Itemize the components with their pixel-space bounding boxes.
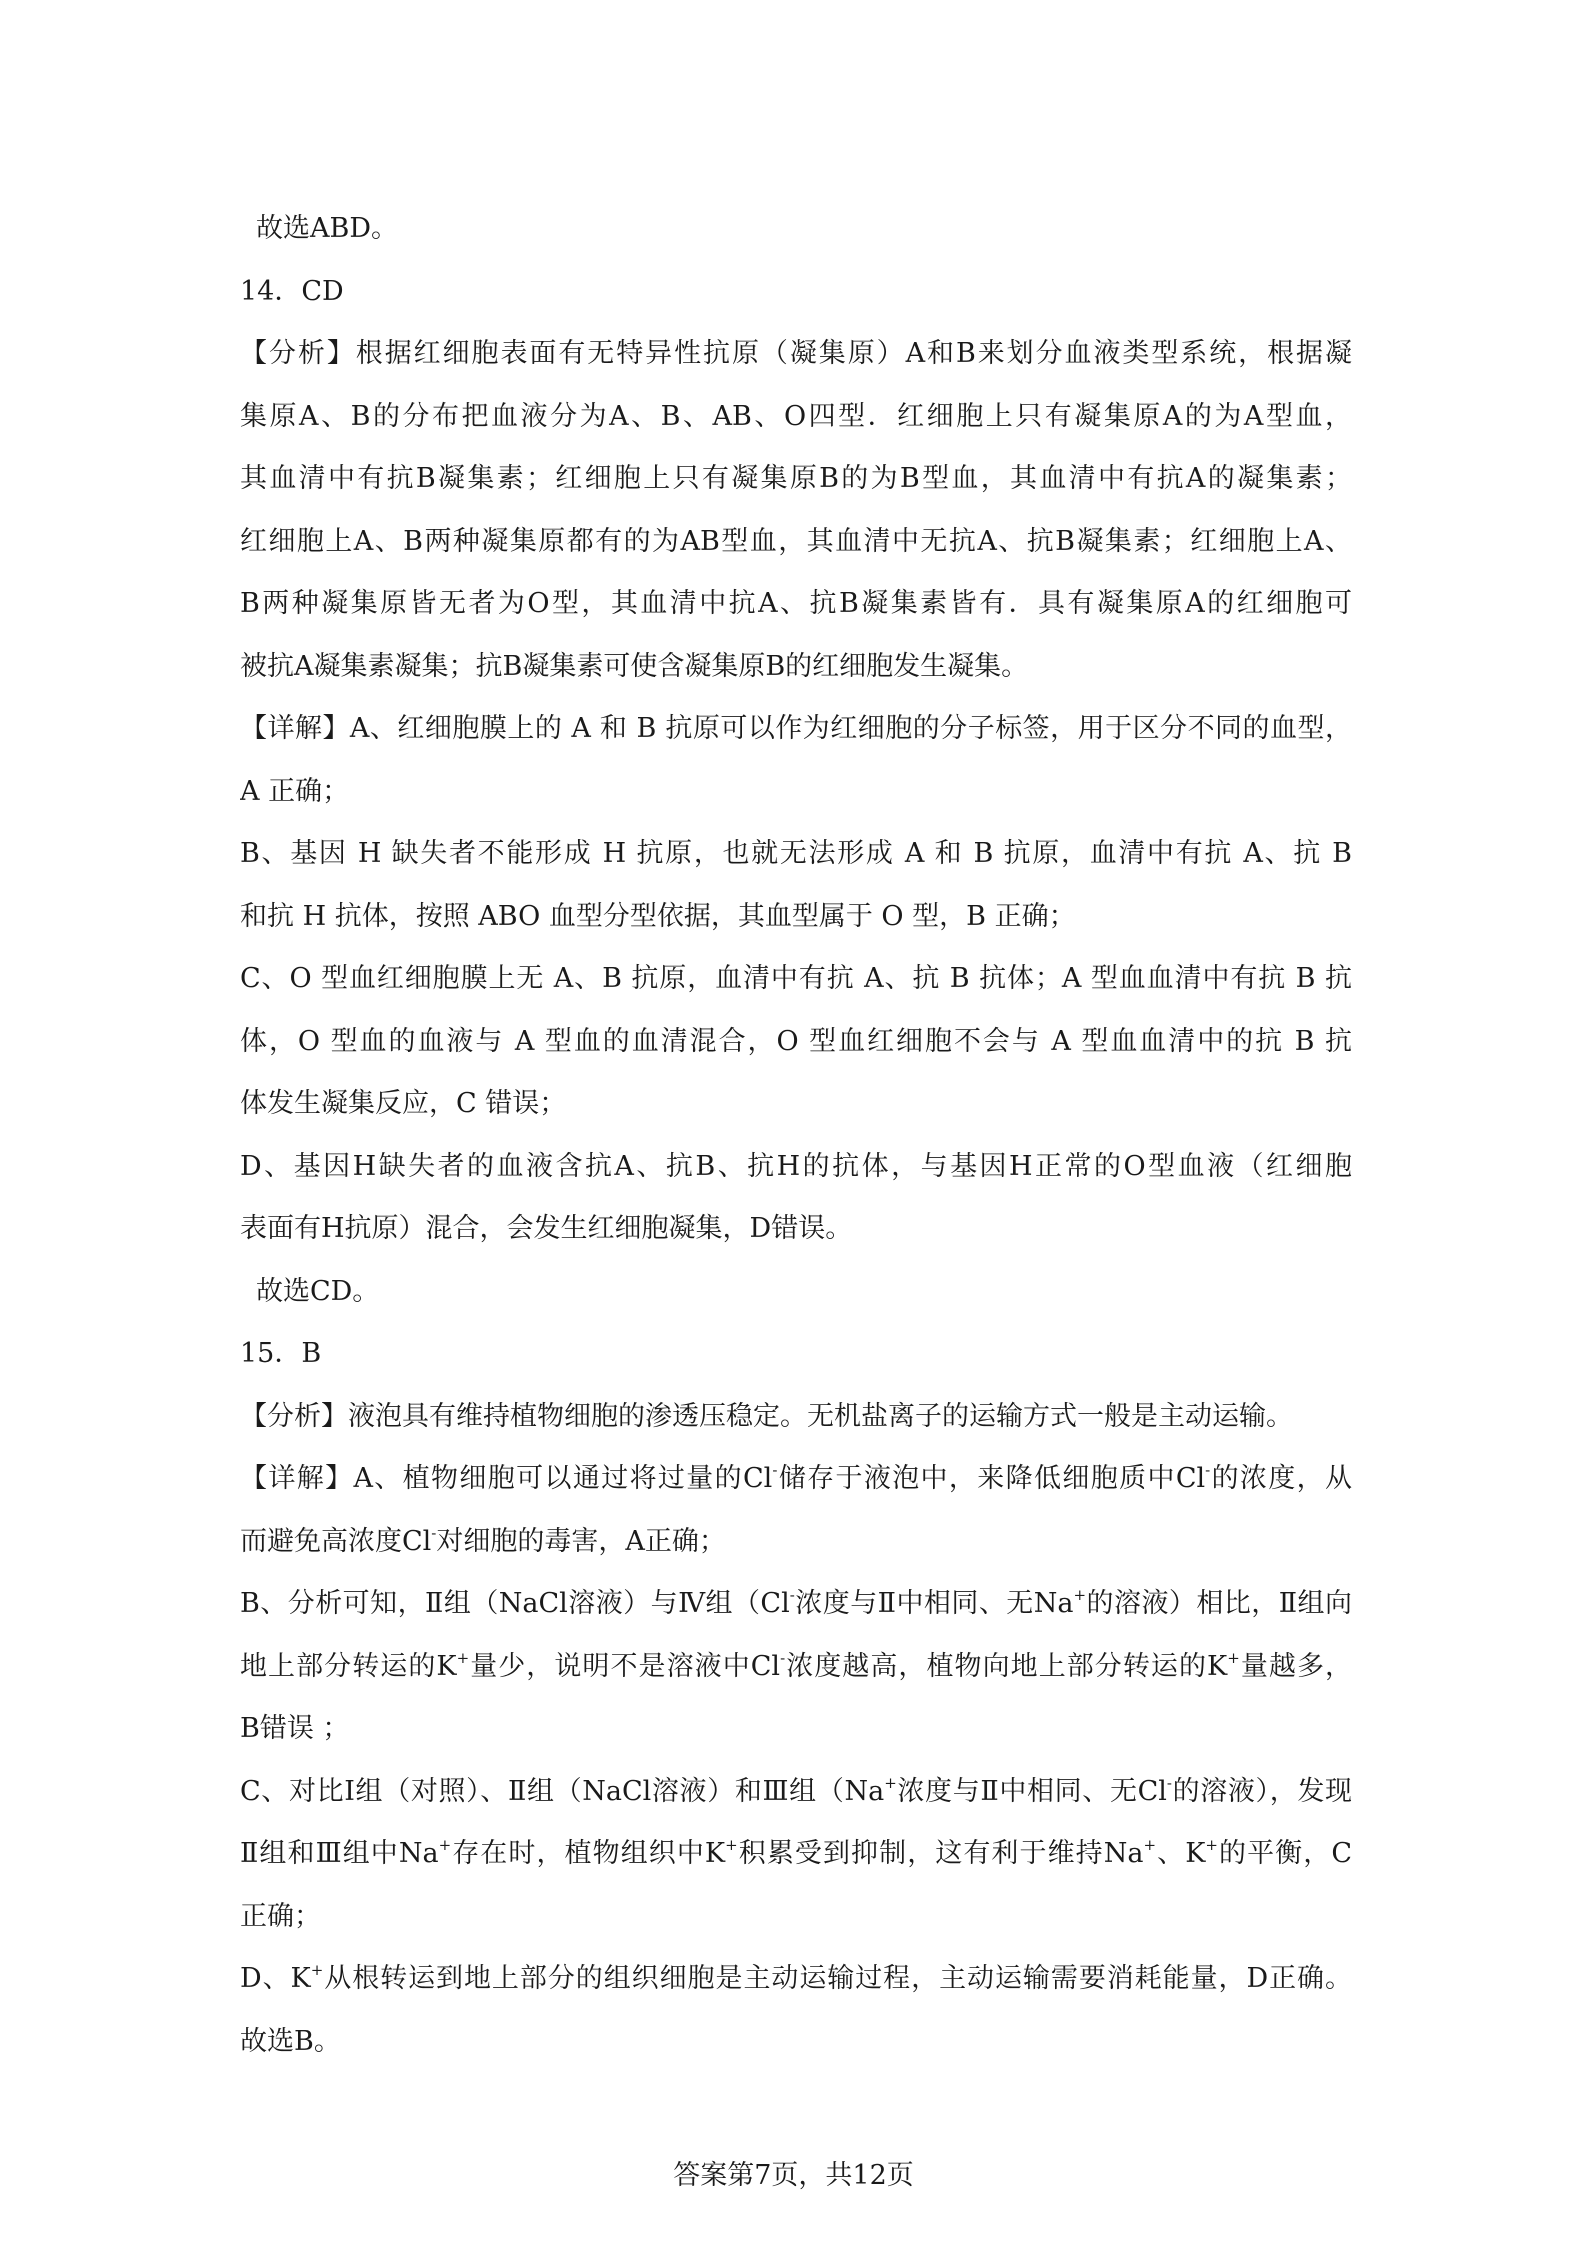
page-footer: 答案第7页，共12页	[673, 2160, 914, 2191]
q15-detail-b-line-3: B错误 ；	[240, 1713, 350, 1744]
q14-detail-line-4: 和抗 H 抗体，按照 ABO 血型分型依据，其血型属于 O 型，B 正确；	[240, 900, 1076, 932]
q15-analysis-line: 【分析】液泡具有维持植物细胞的渗透压稳定。无机盐离子的运输方式一般是主动运输。	[240, 1400, 1293, 1432]
q15-detail-d-line-1: D、K+从根转运到地上部分的组织细胞是主动运输过程，主动运输需要消耗能量，D正确。	[240, 1961, 1352, 1994]
q14-detail-line-6: 体，O 型血的血液与 A 型血的血清混合，O 型血红细胞不会与 A 型血血清中的抗 B 抗	[240, 1025, 1352, 1057]
q15-detail-a-line-2: 而避免高浓度Cl-对细胞的毒害，A正确；	[240, 1523, 726, 1557]
question-14-heading: 14．CD	[240, 275, 344, 307]
answer-content	[240, 198, 1352, 2073]
q15-detail-b-line-2: 地上部分转运的K+量少，说明不是溶液中Cl-浓度越高，植物向地上部分转运的K+量越多，	[240, 1648, 1352, 1682]
q14-detail-line-8: D、基因H缺失者的血液含抗A、抗B、抗H的抗体，与基因H正常的O型血液（红细胞	[240, 1150, 1352, 1182]
q14-detail-line-9: 表面有H抗原）混合，会发生红细胞凝集，D错误。	[240, 1213, 853, 1244]
q15-detail-c-line-2: Ⅱ组和Ⅲ组中Na+存在时，植物组织中K+积累受到抑制，这有利于维持Na+、K+的平衡，C	[240, 1836, 1352, 1869]
q14-analysis-line-6: 被抗A凝集素凝集；抗B凝集素可使含凝集原B的红细胞发生凝集。	[240, 650, 1029, 682]
q15-detail-c-line-3: 正确；	[240, 1900, 321, 1932]
q14-detail-line-5: C、O 型血红细胞膜上无 A、B 抗原，血清中有抗 A、抗 B 抗体；A 型血血清中有抗 B 抗	[240, 963, 1352, 994]
conclusion-q14: 故选CD。	[256, 1275, 380, 1307]
q14-analysis-line-4: 红细胞上A、B两种凝集原都有的为AB型血，其血清中无抗A、抗B凝集素；红细胞上A、	[240, 525, 1352, 557]
q15-detail-a-line-1: 【详解】A、植物细胞可以通过将过量的Cl-储存于液泡中，来降低细胞质中Cl-的浓度，从	[240, 1461, 1352, 1494]
q14-analysis-line-3: 其血清中有抗B凝集素；红细胞上只有凝集原B的为B型血，其血清中有抗A的凝集素；	[240, 463, 1352, 494]
q14-detail-line-2: A 正确；	[240, 775, 350, 807]
conclusion-q13: 故选ABD。	[256, 213, 398, 244]
q14-analysis-line-5: B两种凝集原皆无者为O型，其血清中抗A、抗B凝集素皆有．具有凝集原A的红细胞可	[240, 588, 1352, 619]
q14-detail-line-7: 体发生凝集反应，C 错误；	[240, 1088, 567, 1119]
q14-analysis-line-1: 【分析】根据红细胞表面有无特异性抗原（凝集原）A和B来划分血液类型系统，根据凝	[240, 338, 1352, 369]
question-15-heading: 15．B	[240, 1338, 322, 1369]
q14-detail-line-3: B、基因 H 缺失者不能形成 H 抗原，也就无法形成 A 和 B 抗原，血清中有抗 A、抗 B	[240, 838, 1352, 869]
q15-detail-c-line-1: C、对比Ⅰ组（对照）、Ⅱ组（NaCl溶液）和Ⅲ组（Na+浓度与Ⅱ中相同、无Cl-的溶液），发现	[240, 1773, 1352, 1807]
q14-analysis-line-2: 集原A、B的分布把血液分为A、B、AB、O四型．红细胞上只有凝集原A的为A型血，	[240, 400, 1352, 432]
q14-detail-line-1: 【详解】A、红细胞膜上的 A 和 B 抗原可以作为红细胞的分子标签，用于区分不同的血型，	[240, 713, 1352, 744]
conclusion-q15: 故选B。	[240, 2025, 341, 2057]
q15-detail-b-line-1: B、分析可知，Ⅱ组（NaCl溶液）与Ⅳ组（Cl-浓度与Ⅱ中相同、无Na+的溶液）相比，Ⅱ组向	[240, 1586, 1352, 1619]
